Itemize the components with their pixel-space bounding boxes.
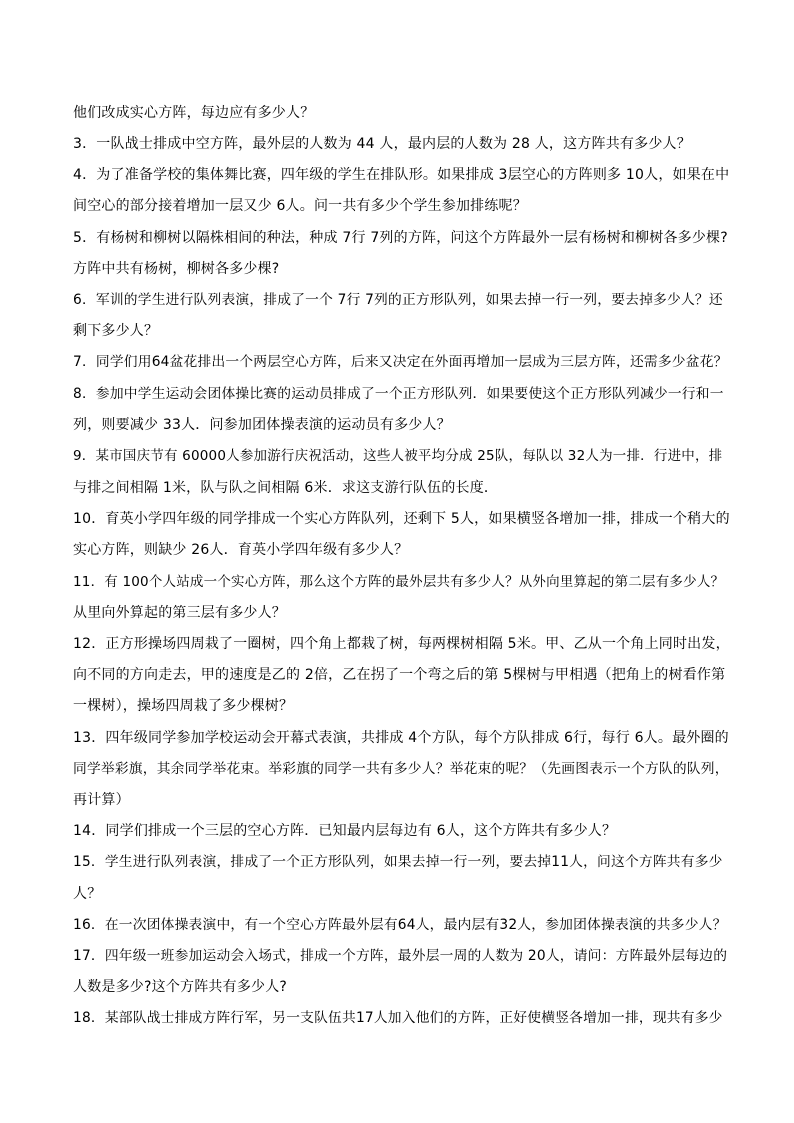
text-line: 剩下多少人？ bbox=[73, 323, 159, 339]
text-line: 再计算） bbox=[73, 792, 130, 808]
question-6: 6．军训的学生进行队列表演，排成了一个 7行 7列的正方形队列，如果去掉一行一列，要去掉多少人？还 bbox=[73, 292, 723, 308]
text-line: 与排之间相隔 1米，队与队之间相隔 6米．求这支游行队伍的长度． bbox=[73, 480, 499, 496]
question-11: 11．有 100个人站成一个实心方阵，那么这个方阵的最外层共有多少人？从外向里算起的第二层有多少人？ bbox=[73, 574, 725, 590]
text-line: 同学举彩旗，其余同学举花束。举彩旗的同学一共有多少人？举花束的呢？（先画图表示一个方队的队列， bbox=[73, 761, 729, 777]
question-15: 15．学生进行队列表演，排成了一个正方形队列，如果去掉一行一列，要去掉11人，问这个方阵共有多少 bbox=[73, 854, 723, 870]
text-line: 他们改成实心方阵，每边应有多少人？ bbox=[73, 105, 315, 121]
text-line: 间空心的部分接着增加一层又少 6人。问一共有多少个学生参加排练呢？ bbox=[73, 198, 527, 214]
text-line: 人？ bbox=[73, 886, 102, 902]
question-5: 5．有杨树和柳树以隔株相间的种法，种成 7行 7列的方阵，问这个方阵最外一层有杨树和柳树各多少棵? bbox=[73, 230, 728, 246]
question-4: 4．为了准备学校的集体舞比赛，四年级的学生在排队形。如果排成 3层空心的方阵则多 10人，如果在中 bbox=[73, 167, 730, 183]
question-12: 12．正方形操场四周栽了一圈树，四个角上都栽了树，每两棵树相隔 5米。甲、乙从一个角上同时出发， bbox=[73, 636, 730, 652]
question-3: 3．一队战士排成中空方阵，最外层的人数为 44 人，最内层的人数为 28 人，这方阵共有多少人？ bbox=[73, 136, 691, 152]
question-13: 13．四年级同学参加学校运动会开幕式表演，共排成 4个方队，每个方队排成 6行，每行 6人。最外圈的 bbox=[73, 730, 729, 746]
question-16: 16．在一次团体操表演中，有一个空心方阵最外层有64人，最内层有32人，参加团体操表演的共多少人？ bbox=[73, 917, 727, 933]
question-8: 8．参加中学生运动会团体操比赛的运动员排成了一个正方形队列．如果要使这个正方形队列减少一行和一 bbox=[73, 386, 724, 402]
text-line: 向不同的方向走去，甲的速度是乙的 2倍，乙在拐了一个弯之后的第 5棵树与甲相遇（把角上的树看作第 bbox=[73, 667, 726, 683]
question-9: 9．某市国庆节有 60000人参加游行庆祝活动，这些人被平均分成 25队，每队以 32人为一排．行进中，排 bbox=[73, 448, 723, 464]
text-line: 方阵中共有杨树，柳树各多少棵? bbox=[73, 261, 280, 277]
question-17: 17．四年级一班参加运动会入场式，排成一个方阵，最外层一周的人数为 20人，请问：方阵最外层每边的 bbox=[73, 948, 728, 964]
text-line: 列，则要减少 33人．问参加团体操表演的运动员有多少人？ bbox=[73, 417, 451, 433]
text-line: 人数是多少?这个方阵共有多少人? bbox=[73, 979, 288, 995]
question-7: 7．同学们用64盆花排出一个两层空心方阵，后来又决定在外面再增加一层成为三层方阵，还需多少盆花？ bbox=[73, 354, 728, 370]
question-18: 18．某部队战士排成方阵行军，另一支队伍共17人加入他们的方阵，正好使横竖各增加一排，现共有多少 bbox=[73, 1010, 723, 1026]
text-line: 实心方阵，则缺少 26人．育英小学四年级有多少人？ bbox=[73, 542, 409, 558]
text-line: 从里向外算起的第三层有多少人？ bbox=[73, 605, 286, 621]
question-10: 10．育英小学四年级的同学排成一个实心方阵队列，还剩下 5人，如果横竖各增加一排，排成一个稍大的 bbox=[73, 511, 730, 527]
text-line: 一棵树），操场四周栽了多少棵树？ bbox=[73, 698, 294, 714]
question-14: 14．同学们排成一个三层的空心方阵．已知最内层每边有 6人，这个方阵共有多少人？ bbox=[73, 823, 617, 839]
